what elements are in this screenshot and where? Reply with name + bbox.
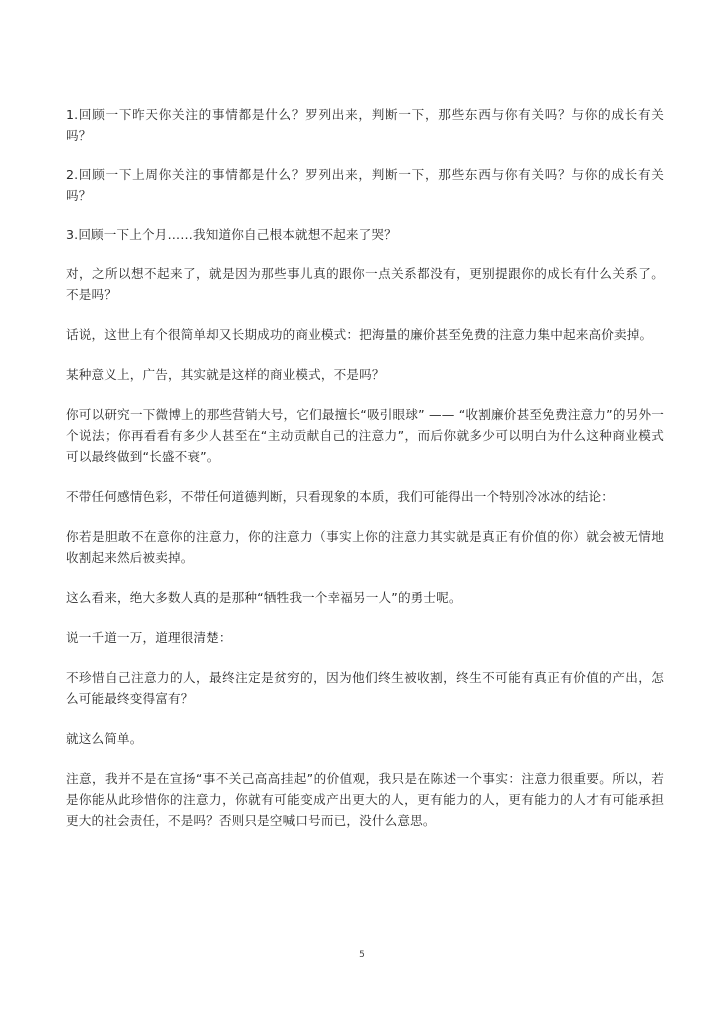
paragraph-poverty: 不珍惜自己注意力的人，最终注定是贫穷的，因为他们终生被收割，终生不可能有真正有价值的产出，怎么可能最终变得富有？ <box>66 670 664 706</box>
paragraph-attention-matters: 注意，我并不是在宣扬“事不关己高高挂起”的价值观，我只是在陈述一个事实：注意力很重要。所以，若是你能从此珍惜你的注意力，你就有可能变成产出更大的人，更有能力的人，更有能力的人才有可能承担更大的社会责任，不是吗？否则只是空喊口号而已，没什么意思。 <box>66 771 664 828</box>
page-body <box>66 104 664 850</box>
paragraph-cannot-remember: 对，之所以想不起来了，就是因为那些事儿真的跟你一点关系都没有，更别提跟你的成长有什么关系了。不是吗？ <box>66 266 664 302</box>
paragraph-review-last-month: 3.回顾一下上个月……我知道你自己根本就想不起来了哭？ <box>66 227 397 242</box>
paragraph-reason-clear: 说一千道一万，道理很清楚： <box>66 630 232 645</box>
paragraph-simple: 就这么简单。 <box>66 731 143 746</box>
paragraph-weibo-marketing: 你可以研究一下微博上的那些营销大号，它们最擅长“吸引眼球” —— “收割廉价甚至免费注意力”的另外一个说法；你再看看有多少人甚至在“主动贡献自己的注意力”，而后你就多少可以明白为什么这种商业模式可以最终做到“长盛不衰”。 <box>66 407 664 464</box>
paragraph-review-last-week: 2.回顾一下上周你关注的事情都是什么？罗列出来，判断一下，那些东西与你有关吗？与你的成长有关吗？ <box>66 167 664 203</box>
paragraph-brave-sacrifice: 这么看来，绝大多数人真的是那种“牺牲我一个幸福另一人”的勇士呢。 <box>66 590 462 605</box>
paragraph-advertising: 某种意义上，广告，其实就是这样的商业模式，不是吗？ <box>66 367 385 382</box>
page-number: 5 <box>359 950 365 960</box>
paragraph-review-yesterday: 1.回顾一下昨天你关注的事情都是什么？罗列出来，判断一下，那些东西与你有关吗？与你的成长有关吗？ <box>66 107 664 143</box>
paragraph-cold-conclusion: 不带任何感情色彩，不带任何道德判断，只看现象的本质，我们可能得出一个特别冷冰冰的结论： <box>66 489 614 504</box>
paragraph-business-model: 话说，这世上有个很简单却又长期成功的商业模式：把海量的廉价甚至免费的注意力集中起来高价卖掉。 <box>66 327 653 342</box>
paragraph-attention-harvested: 你若是胆敢不在意你的注意力，你的注意力（事实上你的注意力其实就是真正有价值的你）就会被无情地收割起来然后被卖掉。 <box>66 529 664 565</box>
